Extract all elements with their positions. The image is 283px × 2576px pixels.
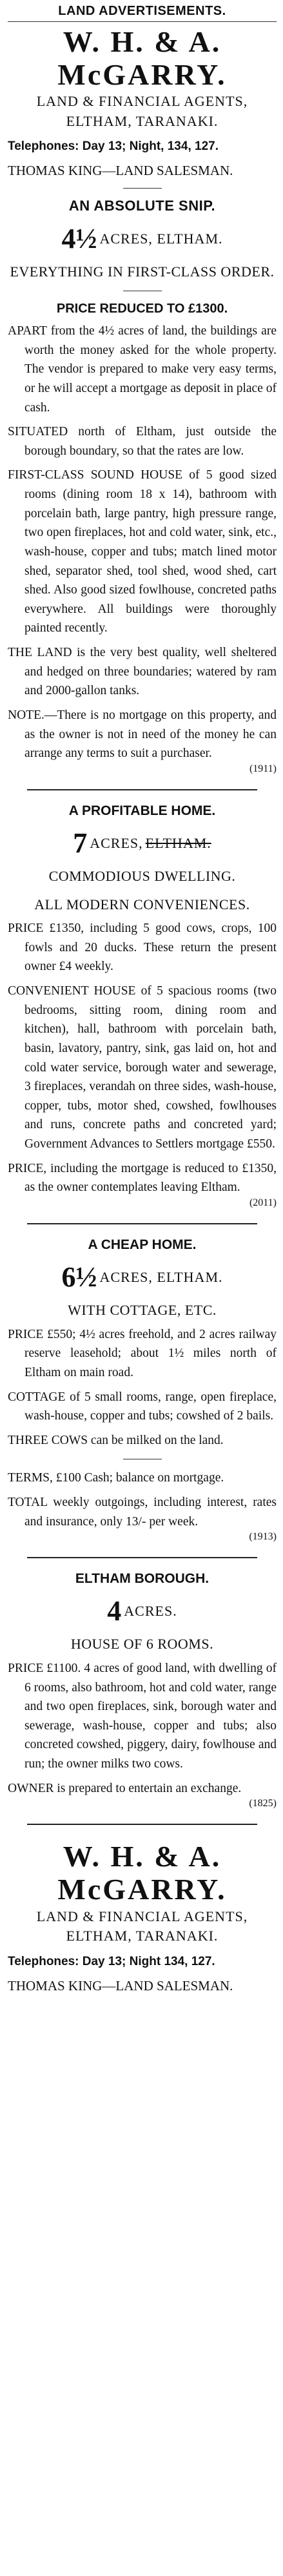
ad-cheap-home: [8, 1237, 277, 1543]
ad-title: A CHEAP HOME.: [88, 1237, 197, 1252]
firm-description: LAND & FINANCIAL AGENTS,: [36, 1908, 248, 1924]
ad-paragraph: CONVENIENT HOUSE of 5 spacious rooms (two bedrooms, sitting room, dining room and kitchen), hall, bathroom with porcelain bath, basin, lavatory, pantry, sink, gas laid on, hot and cold water service, borough water and sewerage, 3 fireplaces, verandah on three sides, wash-house, copper, tubs, motor shed, cowshed, fowlhouses and runs, concrete paths and concreted yard; Government Advances to Settlers mortgage £550.: [8, 984, 277, 1151]
ad-profitable-home: [8, 803, 277, 1209]
ad-eltham-borough: [8, 1571, 277, 1809]
ad-paragraph: COTTAGE of 5 small rooms, range, open fireplace, wash-house, copper and tubs; cowshed of 2 bails.: [8, 1390, 277, 1423]
acres-number: 7: [73, 827, 88, 859]
ad-paragraph: OWNER is prepared to entertain an exchange.: [8, 1781, 242, 1795]
firm-description: LAND & FINANCIAL AGENTS,: [36, 93, 248, 110]
acres-heading: [8, 1597, 277, 1625]
price-heading: PRICE REDUCED TO £1300.: [56, 302, 228, 316]
acres-heading: [8, 225, 277, 253]
ad-title: A PROFITABLE HOME.: [68, 803, 216, 818]
ad-banner: WITH COTTAGE, ETC.: [68, 1301, 217, 1318]
acres-number: 4½: [61, 223, 97, 255]
ad-paragraph: SITUATED north of Eltham, just outside the borough boundary, so that the rates are low.: [8, 425, 277, 458]
ad-paragraph: TOTAL weekly outgoings, including interest, rates and insurance, only 13/- per week.: [8, 1496, 277, 1529]
acres-number: 6½: [61, 1261, 97, 1293]
ad-title: AN ABSOLUTE SNIP.: [68, 198, 216, 214]
telephone-numbers: Telephones: Day 13; Night, 134, 127.: [8, 139, 219, 154]
acres-struck-text: ELTHAM.: [145, 834, 211, 851]
ad-paragraph: THE LAND is the very best quality, well sheltered and hedged on three boundaries; watered by ram and 2000-gallon tanks.: [8, 646, 277, 698]
ad-banner: COMMODIOUS DWELLING.: [48, 867, 236, 884]
ad-paragraph: PRICE £550; 4½ acres freehold, and 2 acres railway reserve leasehold; about 1½ miles north of Eltham on main road.: [8, 1327, 277, 1379]
ad-absolute-snip: [8, 198, 277, 774]
reference-number: (1911): [249, 763, 277, 774]
divider: [123, 188, 162, 189]
reference-number: (1913): [249, 1531, 277, 1543]
ad-paragraph: PRICE, including the mortgage is reduced to £1350, as the owner contemplates leaving Eltham.: [8, 1161, 277, 1195]
ad-title: ELTHAM BOROUGH.: [75, 1571, 210, 1587]
ad-paragraph: TERMS, £100 Cash; balance on mortgage.: [8, 1471, 224, 1485]
ad-paragraph: PRICE £1350, including 5 good cows, crops, 100 fowls and 20 ducks. These return the present owner £4 weekly.: [8, 922, 277, 974]
section-divider: [27, 789, 257, 790]
column-heading: LAND ADVERTISEMENTS.: [58, 4, 226, 18]
firm-location: ELTHAM, TARANAKI.: [66, 1928, 219, 1944]
ad-banner-secondary: ALL MODERN CONVENIENCES.: [34, 896, 250, 912]
salesman-line: THOMAS KING—LAND SALESMAN.: [8, 163, 233, 179]
firm-name: W. H. & A. McGARRY.: [57, 1840, 227, 1906]
ad-banner: HOUSE OF 6 ROOMS.: [70, 1636, 214, 1653]
acres-text: ACRES, ELTHAM.: [99, 231, 223, 247]
acres-heading: [8, 829, 277, 858]
acres-text: ACRES,: [90, 834, 143, 851]
firm-name: W. H. & A. McGARRY.: [57, 25, 227, 91]
section-divider: [27, 1557, 257, 1558]
ad-paragraph: APART from the 4½ acres of land, the buildings are worth the money asked for the whole property. The vendor is prepared to make very easy terms, or he will accept a mortgage as deposit in place of cash.: [8, 324, 277, 415]
ad-paragraph: PRICE £1100. 4 acres of good land, with dwelling of 6 rooms, also bathroom, hot and cold water, range and two open fireplaces, sink, borough water and sewerage, wash-house, copper and tubs; also concreted cowshed, piggery, dairy, fowlhouse and run; the owner milks two cows.: [8, 1661, 277, 1771]
telephone-numbers: Telephones: Day 13; Night 134, 127.: [8, 1954, 215, 1968]
ad-paragraph: FIRST-CLASS SOUND HOUSE of 5 good sized rooms (dining room 18 x 14), bathroom with porcelain bath, large pantry, high pressure range, two open fireplaces, hot and cold water, sink, etc., wash-house, copper and tubs; match lined motor shed, separator shed, tool shed, wood shed, cart shed. Also good sized fowlhouse, concreted paths everywhere. All buildings were thoroughly painted recently.: [8, 468, 277, 635]
top-rule: [8, 21, 277, 22]
section-divider: [27, 1824, 257, 1825]
reference-number: (1825): [249, 1798, 277, 1809]
ad-banner: EVERYTHING IN FIRST-CLASS ORDER.: [10, 263, 275, 280]
acres-heading: [8, 1263, 277, 1292]
salesman-line: THOMAS KING—LAND SALESMAN.: [8, 1977, 233, 1994]
section-divider: [27, 1223, 257, 1224]
ad-paragraph: NOTE.—There is no mortgage on this property, and as the owner is not in need of the money he can arrange any terms to suit a purchaser.: [8, 708, 277, 761]
firm-location: ELTHAM, TARANAKI.: [66, 112, 219, 129]
acres-number: 4: [107, 1595, 122, 1627]
acres-text: ACRES.: [124, 1603, 177, 1620]
ad-paragraph: THREE COWS can be milked on the land.: [8, 1433, 224, 1447]
footer-firm-block: [8, 1840, 277, 1994]
acres-text: ACRES, ELTHAM.: [99, 1268, 223, 1285]
reference-number: (2011): [249, 1197, 277, 1208]
